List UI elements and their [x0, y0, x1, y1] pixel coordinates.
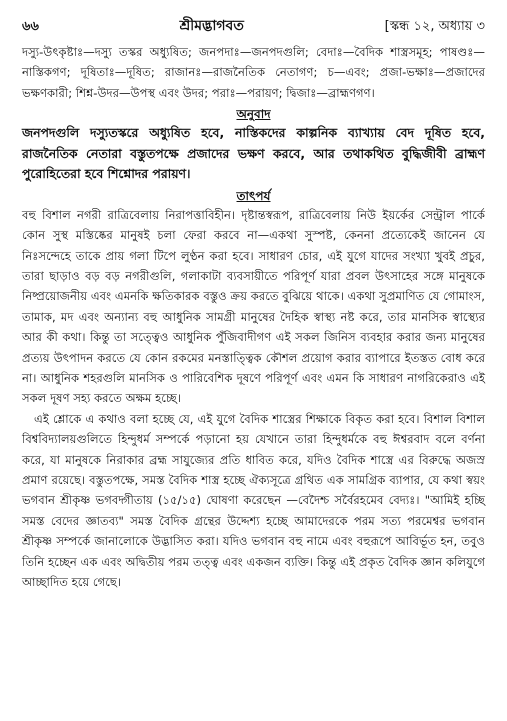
purport-paragraph-1: বহু বিশাল নগরী রাত্রিবেলায় নিরাপত্তাবিহীন। দৃষ্টান্তস্বরূপ, রাত্রিবেলায় নিউ ইয়র্কের সেন্ট্রাল পার্কে কোন সুস্থ মস্তিষ্কের মানুষই চলা ফেরা করবে না—একথা সুস্পষ্ট, কেননা প্রত্যেকেই জানেন যে নিঃসন্দেহে তাকে প্রায় গলা টিপে লুণ্ঠন করা হবে। সাধারণ চোর, এই যুগে যাদের সংখ্যা খুবই প্রচুর, তারা ছাড়াও বড় বড় নগরীগুলি, গলাকাটা ব্যবসায়ীতে পরিপূর্ণ যারা প্রবল উৎসাহের সঙ্গে মানুষকে নিষ্প্রয়োজনীয় এবং এমনকি ক্ষতিকারক বস্তুও ক্রয় করতে বুঝিয়ে থাকে। একথা সুপ্রমাণিত যে গোমাংস, তামাক, মদ এবং অন্যান্য বহু আধুনিক সামগ্রী মানুষের দৈহিক স্বাস্থ্য নষ্ট করে, তার মানসিক স্বাস্থ্যের আর কী কথা। কিন্তু তা সত্ত্বেও আধুনিক পুঁজিবাদীগণ এই সকল জিনিস ব্যবহার করার জন্য মানুষের প্রত্যয় উৎপাদন করতে যে কোন রকমের মনস্তাত্ত্বিক কৌশল প্রয়োগ করার ব্যাপারে ইতস্তত বোধ করে না। আধুনিক শহরগুলি মানসিক ও পারিবেশিক দূষণে পরিপূর্ণ এবং এমন কি সাধারণ নাগরিকেরাও এই সকল দূষণ সহ্য করতে অক্ষম হচ্ছে।: [22, 207, 485, 406]
purport-heading: তাৎপর্য: [236, 188, 271, 203]
synonyms-block: [22, 42, 485, 103]
page-header: [22, 14, 485, 36]
translation-heading: অনুবাদ: [236, 107, 271, 122]
purport-paragraph-2: এই শ্লোকে এ কথাও বলা হচ্ছে যে, এই যুগে বৈদিক শাস্ত্রের শিক্ষাকে বিকৃত করা হবে। বিশাল বিশাল বিশ্ববিদ্যালয়গুলিতে হিন্দুধর্ম সম্পর্কে পড়ানো হয় যেখানে তারা হিন্দুধর্মকে বহু ঈশ্বরবাদ বলে বর্ণনা করে, যা মানুষকে নিরাকার ব্রহ্ম সাযুজ্যের প্রতি ধাবিত করে, যদিও বৈদিক শাস্ত্রে এর বিরুদ্ধে অজস্র প্রমাণ রয়েছে। বস্তুতপক্ষে, সমস্ত বৈদিক শাস্ত্র হচ্ছে ঐক্যসূত্রে গ্রথিত এক সামগ্রিক ব্যাপার, যে কথা স্বয়ং ভগবান শ্রীকৃষ্ণ ভগবদ্গীতায় (১৫/১৫) ঘোষণা করেছেন —বেদৈশ্চ সর্বৈরহমেব বেদ্যঃ। "আমিই হচ্ছি সমস্ত বেদের জ্ঞাতব্য" সমস্ত বৈদিক গ্রন্থের উদ্দেশ্য হচ্ছে আমাদেরকে পরম সত্য পরমেশ্বর ভগবান শ্রীকৃষ্ণ সম্পর্কে জানালোকে উদ্ভাসিত করা। যদিও ভগবান বহু নামে এবং বহুরূপে আবির্ভূত হন, তবুও তিনি হচ্ছেন এক এবং অদ্বিতীয় পরম তত্ত্ব এবং একজন ব্যক্তি। কিন্তু এই প্রকৃত বৈদিক জ্ঞান কলিযুগে আচ্ছাদিত হয়ে গেছে।: [22, 411, 485, 590]
canto-chapter: [স্কন্ধ ১২, অধ্যায় ৩: [384, 19, 485, 34]
purport-block: [22, 205, 485, 593]
book-title: শ্রীমদ্ভাগবত: [179, 18, 244, 34]
page-number: ৬৬: [22, 19, 39, 34]
synonyms-text: দস্যু-উৎকৃষ্টাঃ—দস্যু তস্কর অধ্যুষিত; জনপদাঃ—জনপদগুলি; বেদাঃ—বৈদিক শাস্ত্রসমূহ; পাষণ্ডঃ—নাস্তিকগণ; দূষিতাঃ—দূষিত; রাজানঃ—রাজনৈতিক নেতাগণ; চ—এবং; প্রজা-ভক্ষাঃ—প্রজাদের ভক্ষণকারী; শিশ্ন-উদর—উপস্থ এবং উদর; পরাঃ—পরায়ণ; দ্বিজাঃ—ব্রাহ্মণগণ।: [22, 45, 485, 100]
translation-text: জনপদগুলি দস্যুতস্করে অধ্যুষিত হবে, নাস্তিকদের কাল্পনিক ব্যাখ্যায় বেদ দূষিত হবে, রাজনৈতিক নেতারা বস্তুতপক্ষে প্রজাদের ভক্ষণ করবে, আর তথাকথিত বুদ্ধিজীবী ব্রাহ্মণ পুরোহিতেরা হবে শিশ্নোদর পরায়ণ।: [22, 125, 485, 182]
